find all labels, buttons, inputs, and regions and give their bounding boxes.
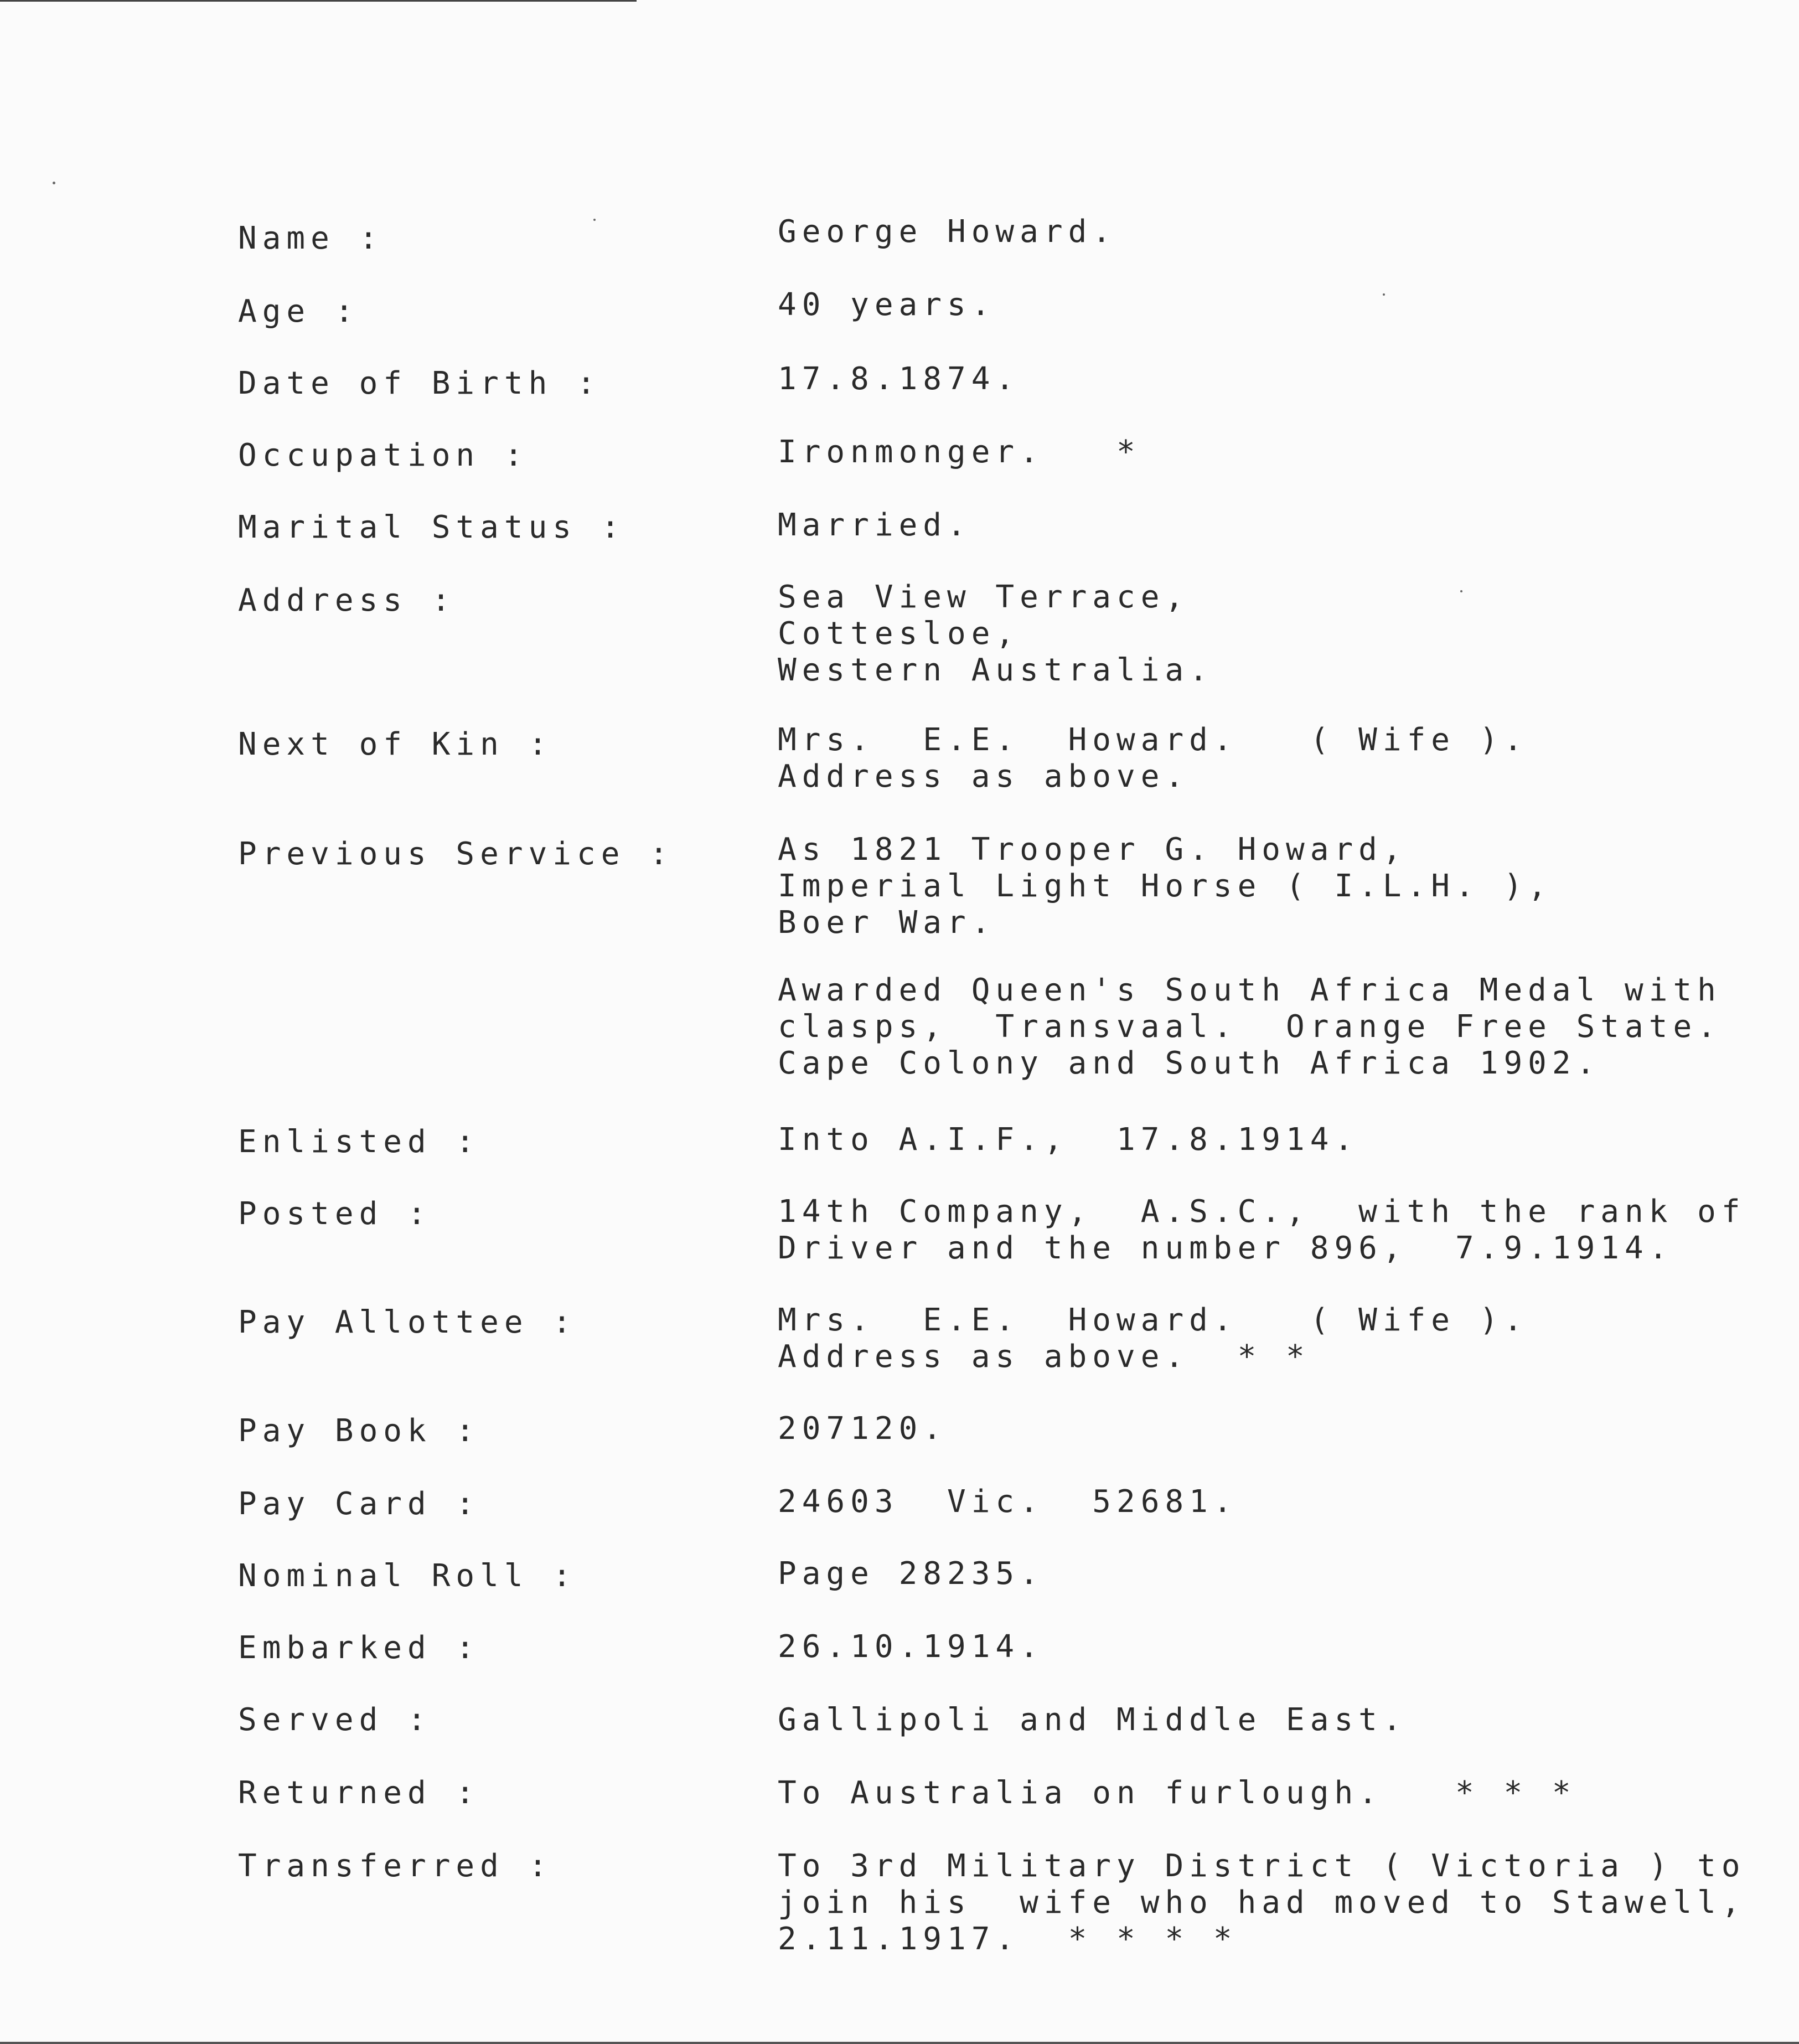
value-line: Mrs. E.E. Howard. ( Wife ). [778, 722, 1528, 758]
value-line: Ironmonger. * [778, 434, 1141, 470]
value-line: clasps, Transvaal. Orange Free State. [778, 1009, 1722, 1045]
field-value-posted [778, 1194, 1746, 1267]
field-value-next-of-kin [778, 722, 1697, 795]
field-value-age [778, 287, 1697, 323]
field-value-returned [778, 1775, 1697, 1811]
value-line: 14th Company, A.S.C., with the rank of [778, 1194, 1746, 1230]
field-value-address [778, 579, 1697, 689]
value-line: Imperial Light Horse ( I.L.H. ), [778, 868, 1552, 904]
value-line: George Howard. [778, 214, 1117, 250]
value-line: To 3rd Military District ( Victoria ) to [778, 1848, 1746, 1884]
value-line: Western Australia. [778, 652, 1213, 688]
field-label-nominal-roll: Nominal Roll : [238, 1558, 577, 1594]
field-value-occupation [778, 434, 1697, 471]
field-label-address: Address : [238, 582, 456, 618]
field-value-transferred [778, 1848, 1746, 1958]
field-value-pay-book [778, 1411, 1697, 1447]
value-line: Driver and the number 896, 7.9.1914. [778, 1230, 1673, 1266]
field-label-returned: Returned : [238, 1775, 480, 1811]
value-line: Cottesloe, [778, 616, 1020, 652]
field-label-occupation: Occupation : [238, 437, 529, 473]
value-line: 26.10.1914. [778, 1629, 1044, 1665]
value-line: 24603 Vic. 52681. [778, 1484, 1238, 1520]
field-label-pay-card: Pay Card : [238, 1486, 480, 1522]
field-value-pay-allottee [778, 1302, 1697, 1375]
value-line: 2.11.1917. * * * * [778, 1921, 1238, 1957]
value-line: join his wife who had moved to Stawell, [778, 1885, 1746, 1921]
field-label-next-of-kin: Next of Kin : [238, 726, 553, 762]
field-label-name: Name : [238, 220, 384, 256]
value-line: Awarded Queen's South Africa Medal with [778, 972, 1722, 1008]
value-line: Address as above. * * [778, 1339, 1310, 1375]
field-value-marital-status [778, 507, 1697, 544]
field-label-age: Age : [238, 293, 359, 329]
value-line: Mrs. E.E. Howard. ( Wife ). [778, 1302, 1528, 1338]
value-line: 207120. [778, 1411, 948, 1447]
field-value-embarked [778, 1629, 1697, 1665]
value-line: Gallipoli and Middle East. [778, 1702, 1407, 1738]
field-label-served: Served : [238, 1702, 432, 1738]
field-label-transferred: Transferred : [238, 1848, 553, 1884]
field-label-date-of-birth: Date of Birth : [238, 365, 601, 401]
field-label-previous-service: Previous Service : [238, 836, 674, 872]
value-line: Sea View Terrace, [778, 579, 1190, 615]
field-value-previous-service [778, 832, 1722, 1082]
field-value-nominal-roll [778, 1556, 1697, 1592]
field-label-enlisted: Enlisted : [238, 1124, 480, 1160]
field-label-posted: Posted : [238, 1196, 432, 1232]
field-value-pay-card [778, 1484, 1697, 1520]
field-value-served [778, 1702, 1697, 1738]
value-line: Address as above. [778, 758, 1190, 794]
field-value-enlisted [778, 1122, 1697, 1158]
field-label-pay-book: Pay Book : [238, 1413, 480, 1449]
field-label-embarked: Embarked : [238, 1630, 480, 1666]
value-line: Married. [778, 507, 971, 543]
value-line: Into A.I.F., 17.8.1914. [778, 1122, 1359, 1158]
field-label-pay-allottee: Pay Allottee : [238, 1304, 577, 1340]
field-label-marital-status: Marital Status : [238, 509, 625, 545]
value-line: 17.8.1874. [778, 361, 1020, 397]
field-value-date-of-birth [778, 361, 1697, 398]
value-line: Boer War. [778, 905, 996, 941]
value-line: As 1821 Trooper G. Howard, [778, 832, 1407, 868]
value-line: Cape Colony and South Africa 1902. [778, 1045, 1601, 1081]
value-line: To Australia on furlough. * * * [778, 1775, 1576, 1811]
value-line: 40 years. [778, 287, 996, 323]
field-value-name [778, 214, 1697, 250]
paragraph-gap [778, 941, 1697, 972]
value-line: Page 28235. [778, 1556, 1044, 1592]
